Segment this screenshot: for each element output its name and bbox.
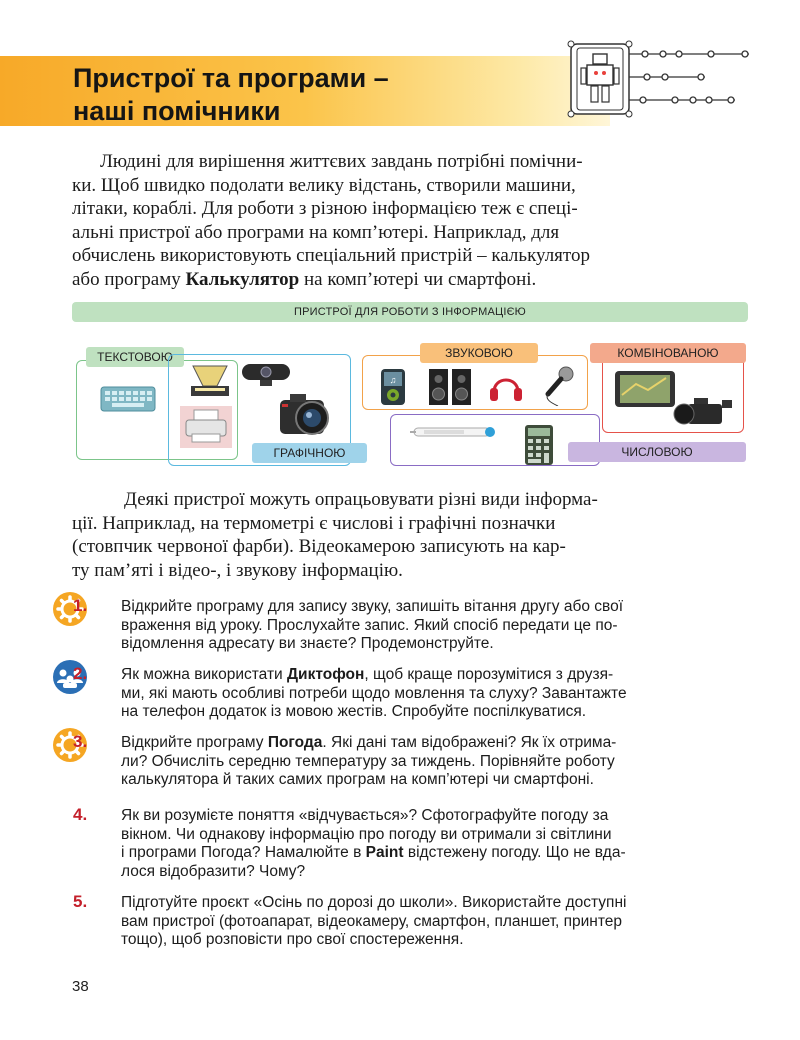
- task-number: 4.: [73, 805, 88, 824]
- intro-line: літаки, кораблі. Для роботи з різною інформацією теж є спеці-: [72, 198, 578, 219]
- speaker-icon: [428, 368, 472, 406]
- calculator-icon: [524, 424, 554, 466]
- intro-line: обчислень використовують спеціальний пристрій – калькулятор: [72, 245, 590, 266]
- intro-line: Людині для вирішення життєвих завдань потрібні помічни-: [100, 151, 583, 172]
- webcam-icon: [238, 360, 294, 388]
- task-item: 3. Відкрийте програму Погода. Які дані там відображені? Як їх отрима- ли? Обчисліть середню температуру за тиждень. Порівняйте роботу калькулятора й таких самих програм на комп’ютері чи смартфоні.: [73, 732, 617, 788]
- intro-line: або програму Калькулятор на комп’ютері чи смартфоні.: [72, 268, 537, 290]
- audio-label: ЗВУКОВОЮ: [420, 343, 538, 363]
- robot-circuit-icon: [565, 40, 755, 118]
- intro-line: ки. Щоб швидко подолати велику відстань, створили машини,: [72, 174, 576, 196]
- title-line-2: наші помічники: [73, 96, 281, 126]
- para2-line: Деякі пристрої можуть опрацьовувати різні види інформа-: [124, 489, 598, 510]
- microphone-icon: [540, 364, 578, 406]
- intro-paragraph: [72, 150, 748, 291]
- devices-paragraph: [72, 488, 748, 582]
- video-camera-icon: [672, 396, 734, 432]
- paint-term: Paint: [365, 844, 404, 861]
- graphic-label: ГРАФІЧНОЮ: [252, 443, 367, 463]
- navigator-icon: [614, 370, 676, 408]
- task-item: 5. Підготуйте проєкт «Осінь по дорозі до школи». Використайте доступні вам пристрої (фотоапарат, відеокамеру, смартфон, планшет, принтер тощо), щоб розповісти про свої спостереження.: [73, 892, 627, 948]
- para2-line: ту пам’яті і відео-, і звукову інформацію.: [72, 559, 403, 581]
- page-number: 38: [72, 978, 89, 995]
- dictaphone-term: Диктофон: [287, 666, 365, 683]
- intro-line: альні пристрої або програми на комп’ютері. Наприклад, для: [72, 221, 560, 243]
- keyboard-icon: [100, 386, 156, 412]
- numeric-label: ЧИСЛОВОЮ: [568, 442, 746, 462]
- text-label: ТЕКСТОВОЮ: [86, 347, 184, 367]
- headphones-icon: [488, 370, 524, 404]
- para2-line: (стовпчик червоної фарби). Відеокамерою записують на кар-: [72, 536, 566, 557]
- task-item: 2. Як можна використати Диктофон, щоб краще порозумітися з друзя- ми, які мають особливі потреби щодо мовлення та слуху? Завантажте на телефон додаток із мовою жестів. Спробуйте поспілкуватися.: [73, 664, 627, 720]
- weather-term: Погода: [267, 734, 323, 751]
- page-title: [73, 62, 389, 128]
- music-player-icon: [380, 368, 406, 406]
- devices-section-title: ПРИСТРОЇ ДЛЯ РОБОТИ З ІНФОРМАЦІЄЮ: [72, 302, 748, 322]
- task-number: 1.: [73, 596, 88, 615]
- camera-icon: [276, 390, 340, 438]
- para2-line: ції. Наприклад, на термометрі є числові і графічні позначки: [72, 512, 556, 534]
- printer-icon: [180, 406, 232, 448]
- task-number: 5.: [73, 892, 88, 911]
- task-item: 4. Як ви розумієте поняття «відчувається»? Сфотографуйте погоду за вікном. Чи однакову інформацію про погоду ви отримали зі світлини і програми Погода? Намалюйте в Paint відстежену погоду. Що не вда- лося відобразити? Чому?: [73, 805, 626, 880]
- task-number: 2.: [73, 664, 88, 683]
- calculator-term: Калькулятор: [185, 268, 300, 290]
- svg-text:♫: ♫: [389, 375, 397, 385]
- combined-label: КОМБІНОВАНОЮ: [590, 343, 746, 363]
- thermometer-icon: [410, 422, 498, 442]
- scanner-icon: [185, 362, 235, 402]
- title-line-1: Пристрої та програми –: [73, 63, 389, 93]
- task-number: 3.: [73, 732, 88, 751]
- task-item: 1. Відкрийте програму для запису звуку, запишіть вітання другу або свої враження від уроку. Прослухайте запис. Який спосіб передати це по- відомлення адресату ви знаєте? Продемонструйте.: [73, 596, 623, 652]
